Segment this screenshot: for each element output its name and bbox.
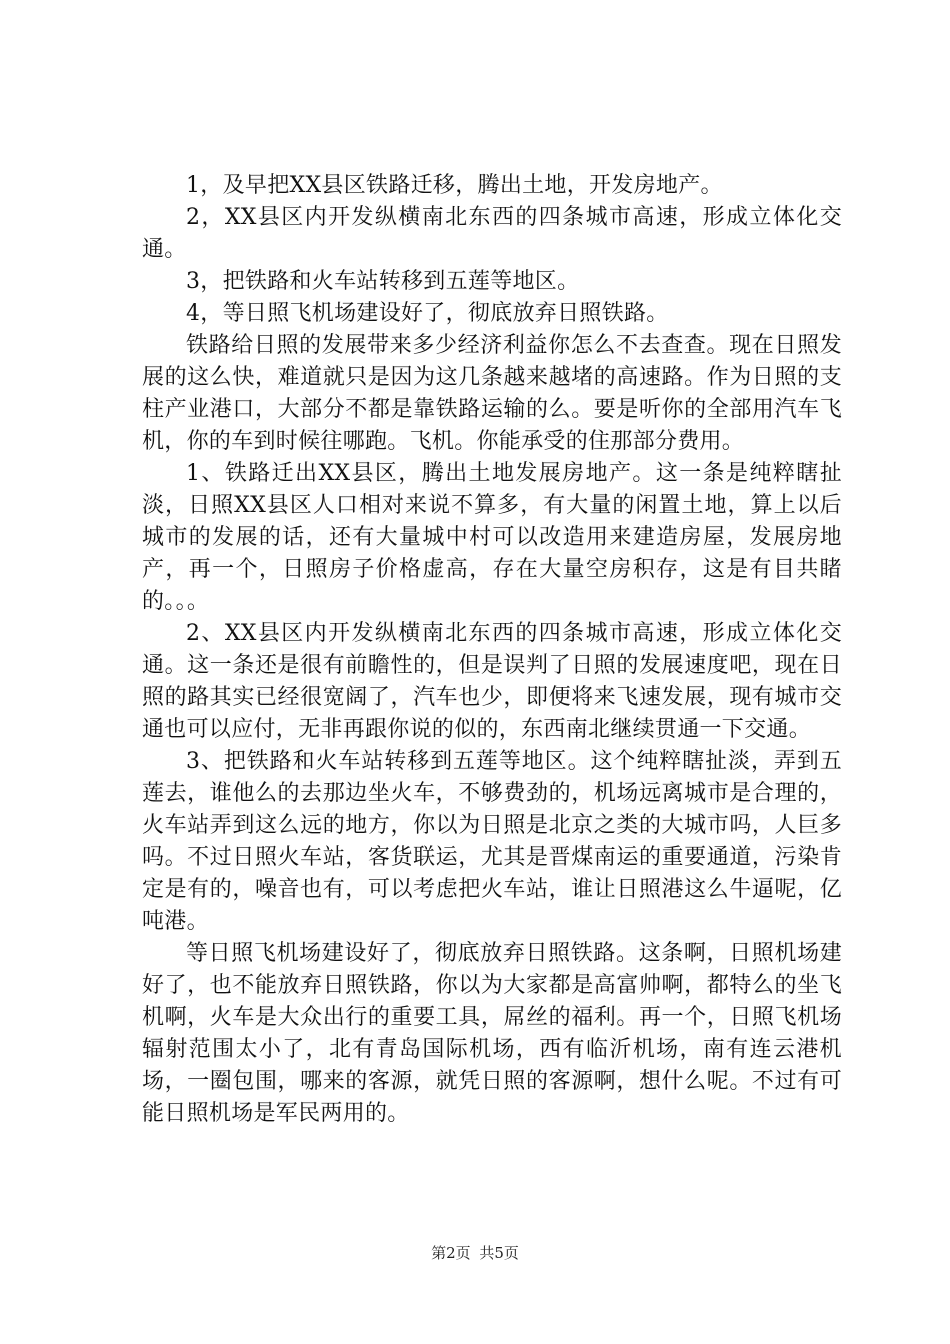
paragraph-2: 2，XX县区内开发纵横南北东西的四条城市高速，形成立体化交通。: [142, 205, 842, 262]
paragraph-3: 3，把铁路和火车站转移到五莲等地区。: [186, 269, 580, 294]
paragraph-5: 铁路给日照的发展带来多少经济利益你怎么不去查查。现在日照发展的这么快，难道就只是因为这几条越来越堵的高速路。作为日照的支柱产业港口，大部分不都是靠铁路运输的么。要是听你的全部用汽车飞机，你的车到时候往哪跑。飞机。你能承受的住那部分费用。: [142, 333, 842, 454]
paragraph-9: 等日照飞机场建设好了，彻底放弃日照铁路。这条啊，日照机场建好了，也不能放弃日照铁路，你以为大家都是高富帅啊，都特么的坐飞机啊，火车是大众出行的重要工具，屌丝的福利。再一个，日照飞机场辐射范围太小了，北有青岛国际机场，西有临沂机场，南有连云港机场，一圈包围，哪来的客源，就凭日照的客源啊，想什么呢。不过有可能日照机场是军民两用的。: [142, 941, 842, 1126]
paragraph-1: 1，及早把XX县区铁路迁移，腾出土地，开发房地产。: [186, 173, 723, 198]
document-body: [142, 170, 842, 1130]
page-total: 共5页: [479, 1244, 519, 1262]
page-footer: [0, 1242, 950, 1263]
paragraph-6: 1、铁路迁出XX县区，腾出土地发展房地产。这一条是纯粹瞎扯淡，日照XX县区人口相对来说不算多，有大量的闲置土地，算上以后城市的发展的话，还有大量城中村可以改造用来建造房屋，发展房地产，再一个，日照房子价格虚高，存在大量空房积存，这是有目共睹的。。。: [142, 461, 842, 614]
paragraph-8: 3、把铁路和火车站转移到五莲等地区。这个纯粹瞎扯淡，弄到五莲去，谁他么的去那边坐火车，不够费劲的，机场远离城市是合理的，火车站弄到这么远的地方，你以为日照是北京之类的大城市吗，人巨多吗。不过日照火车站，客货联运，尤其是晋煤南运的重要通道，污染肯定是有的，噪音也有，可以考虑把火车站，谁让日照港这么牛逼呢，亿吨港。: [142, 749, 842, 934]
paragraph-4: 4，等日照飞机场建设好了，彻底放弃日照铁路。: [186, 301, 669, 326]
paragraph-7: 2、XX县区内开发纵横南北东西的四条城市高速，形成立体化交通。这一条还是很有前瞻性的，但是误判了日照的发展速度吧，现在日照的路其实已经很宽阔了，汽车也少，即便将来飞速发展，现有城市交通也可以应付，无非再跟你说的似的，东西南北继续贯通一下交通。: [142, 621, 842, 742]
page-number: 第2页: [431, 1244, 471, 1262]
